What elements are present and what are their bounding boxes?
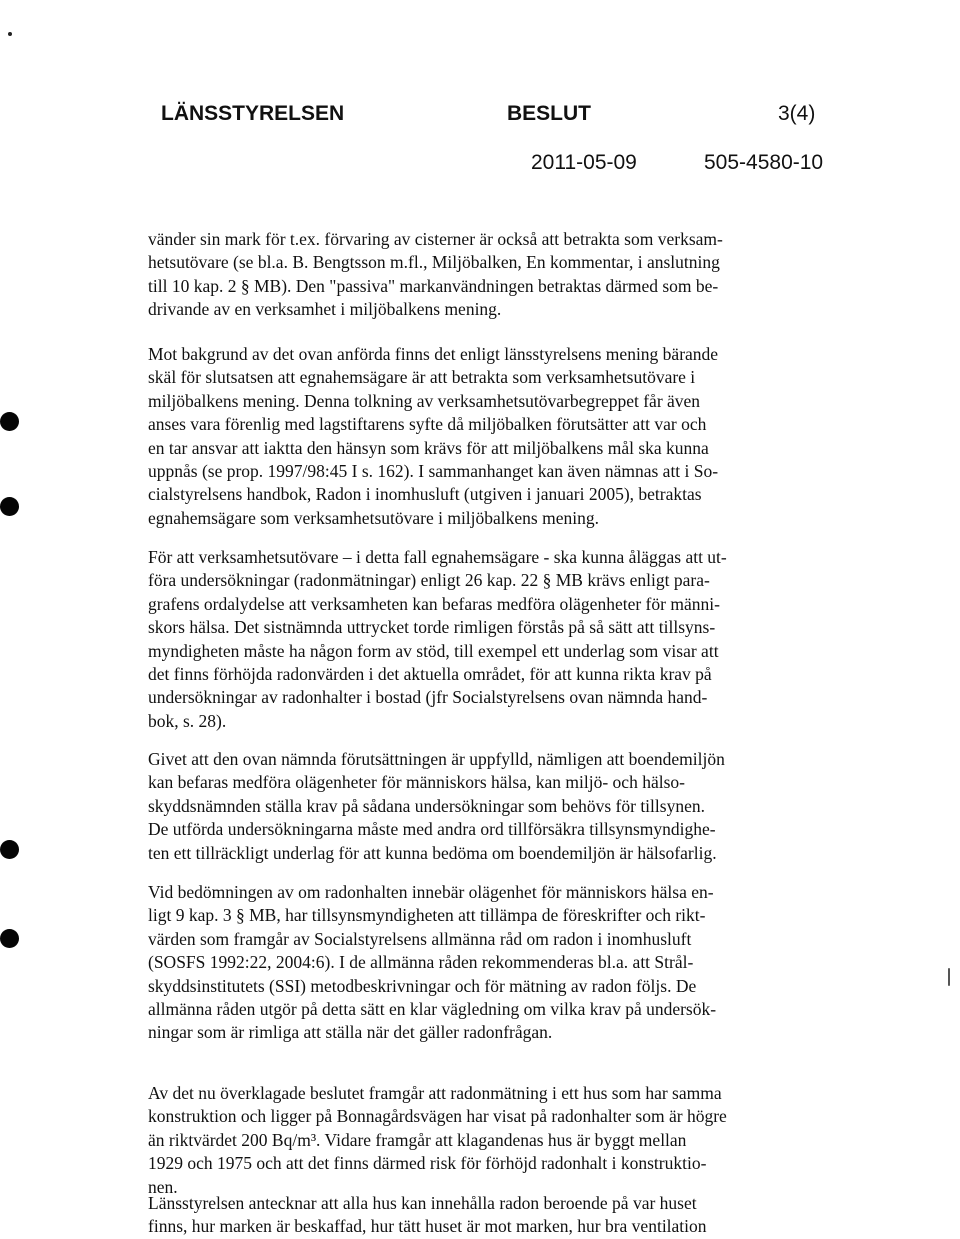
- text-line: skyddsinstitutets (SSI) metodbeskrivningar och för mätning av radon följs. De: [148, 975, 697, 996]
- text-line: ningar som är rimliga att ställa när det gäller radonfrågan.: [148, 1022, 553, 1043]
- page-number: 3(4): [778, 102, 816, 125]
- text-line: myndigheten måste ha någon form av stöd, till exempel ett underlag som visar att: [148, 640, 719, 661]
- text-line: miljöbalkens mening. Denna tolkning av verksamhetsutövarbegreppet får även: [148, 390, 701, 411]
- text-line: kan befaras medföra olägenheter för människors hälsa, kan miljö- och hälso-: [148, 772, 685, 793]
- text-line: Länsstyrelsen antecknar att alla hus kan innehålla radon beroende på var huset: [148, 1193, 697, 1213]
- paragraph-5: [148, 881, 798, 1045]
- text-line: nen.: [148, 1176, 178, 1197]
- text-line: skyddsnämnden ställa krav på sådana undersökningar som behövs för tillsynen.: [148, 795, 705, 816]
- text-line: skäl för slutsatsen att egnahemsägare är att betrakta som verksamhetsutövare i: [148, 367, 696, 388]
- paragraph-7: [148, 1192, 798, 1239]
- text-line: vänder sin mark för t.ex. förvaring av cisterner är också att betrakta som verksam-: [148, 229, 723, 249]
- text-line: uppnås (se prop. 1997/98:45 I s. 162). I sammanhanget kan även nämnas att i So-: [148, 461, 719, 482]
- text-line: finns, hur marken är beskaffad, hur tätt huset är mot marken, hur bra ventilation: [148, 1216, 707, 1237]
- document-type: BESLUT: [507, 102, 591, 125]
- text-line: det finns förhöjda radonvärden i det aktuella området, för att kunna rikta krav på: [148, 664, 712, 685]
- text-line: allmänna råden utgör på detta sätt en klar vägledning om vilka krav på undersök-: [148, 999, 717, 1020]
- punch-hole: [0, 497, 19, 516]
- paragraph-3: [148, 546, 798, 733]
- text-line: än riktvärdet 200 Bq/m³. Vidare framgår att klagandenas hus är byggt mellan: [148, 1129, 687, 1150]
- punch-hole: [0, 412, 19, 431]
- paragraph-1: [148, 228, 798, 322]
- text-line: anses vara förenlig med lagstiftarens syfte då miljöbalken förutsätter att var och: [148, 414, 707, 435]
- text-line: ligt 9 kap. 3 § MB, har tillsynsmyndigheten att tillämpa de föreskrifter och rikt-: [148, 905, 706, 926]
- text-line: skors hälsa. Det sistnämnda uttrycket torde rimligen förstås på så sätt att tillsyns-: [148, 617, 716, 638]
- text-line: undersökningar av radonhalter i bostad (jfr Socialstyrelsens ovan nämnda hand-: [148, 687, 708, 708]
- text-line: föra undersökningar (radonmätningar) enligt 26 kap. 22 § MB krävs enligt para-: [148, 570, 710, 591]
- decision-date: 2011-05-09: [531, 151, 637, 174]
- paragraph-4: [148, 748, 798, 865]
- scan-speck: [8, 32, 12, 36]
- authority-name: LÄNSSTYRELSEN: [161, 102, 345, 125]
- text-line: drivande av en verksamhet i miljöbalkens mening.: [148, 299, 502, 320]
- text-line: egnahemsägare som verksamhetsutövare i miljöbalkens mening.: [148, 507, 599, 528]
- punch-hole: [0, 840, 19, 859]
- case-number: 505-4580-10: [704, 151, 824, 174]
- text-line: Vid bedömningen av om radonhalten innebär olägenhet för människors hälsa en-: [148, 882, 714, 902]
- text-line: Mot bakgrund av det ovan anförda finns det enligt länsstyrelsens mening bärande: [148, 344, 719, 364]
- text-line: 1929 och 1975 och att det finns därmed risk för förhöjd radonhalt i konstruktio-: [148, 1153, 707, 1174]
- text-line: ten ett tillräckligt underlag för att kunna bedöma om boendemiljön är hälsofarlig.: [148, 842, 717, 863]
- text-line: till 10 kap. 2 § MB). Den "passiva" markanvändningen betraktas därmed som be-: [148, 275, 719, 296]
- paragraph-6: [148, 1082, 798, 1199]
- text-line: värden som framgår av Socialstyrelsens allmänna råd om radon i inomhusluft: [148, 928, 692, 949]
- text-line: hetsutövare (se bl.a. B. Bengtsson m.fl., Miljöbalken, En kommentar, i anslutning: [148, 252, 720, 273]
- text-line: Givet att den ovan nämnda förutsättningen är uppfylld, nämligen att boendemiljön: [148, 749, 725, 769]
- punch-hole: [0, 929, 19, 948]
- text-line: grafens ordalydelse att verksamheten kan befaras medföra olägenheter för männi-: [148, 593, 720, 614]
- text-line: För att verksamhetsutövare – i detta fall egnahemsägare - ska kunna åläggas att ut-: [148, 547, 727, 567]
- text-line: konstruktion och ligger på Bonnagårdsvägen har visat på radonhalter som är högre: [148, 1106, 727, 1127]
- text-line: (SOSFS 1992:22, 2004:6). I de allmänna råden rekommenderas bl.a. att Strål-: [148, 952, 694, 973]
- text-line: en tar ansvar att iaktta den hänsyn som krävs för att miljöbalkens mål ska kunna: [148, 437, 709, 458]
- text-line: cialstyrelsens handbok, Radon i inomhusluft (utgiven i januari 2005), betraktas: [148, 484, 702, 505]
- paragraph-2: [148, 343, 798, 530]
- text-line: De utförda undersökningarna måste med andra ord tillförsäkra tillsynsmyndighe-: [148, 819, 716, 840]
- text-line: bok, s. 28).: [148, 710, 227, 731]
- text-line: Av det nu överklagade beslutet framgår att radonmätning i ett hus som har samma: [148, 1083, 722, 1103]
- scan-mark: [948, 968, 950, 986]
